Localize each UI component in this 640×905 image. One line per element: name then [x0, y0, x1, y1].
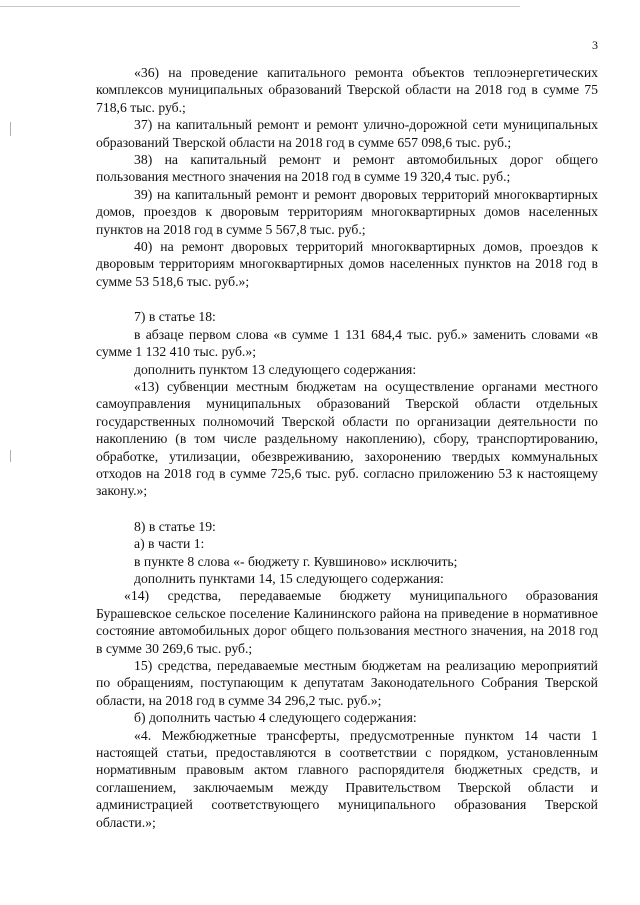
paragraph-item-39: 39) на капитальный ремонт и ремонт дворовых территорий многоквартирных домов, проездов к дворовым территориям многоквартирных домов населенных пунктов на 2018 год в сумме 5 567,8 тыс. руб.;	[96, 186, 598, 237]
paragraph-part-4: «4. Межбюджетные трансферты, предусмотренные пунктом 14 части 1 настоящей статьи, предоставляются в соответствии с порядком, установленным нормативным правовым актом главного распорядителя бюджетных средств, и соглашением, заключаемым между Правительством Тверской области и администрацией соответствующего муниципального образования Тверской области.»;	[96, 727, 598, 830]
paragraph-item-37: 37) на капитальный ремонт и ремонт улично-дорожной сети муниципальных образований Тверской области на 2018 год в сумме 657 098,6 тыс. руб.;	[96, 117, 598, 150]
paragraph-item-36: «36) на проведение капитального ремонта объектов теплоэнергетических комплексов муниципальных образований Тверской области на 2018 год в сумме 75 718,6 тыс. руб.;	[96, 65, 598, 115]
paragraph-gap	[96, 290, 598, 308]
paragraph-article-18-add-item: дополнить пунктом 13 следующего содержания:	[134, 361, 417, 377]
document-body	[96, 64, 598, 831]
paragraph-gap	[96, 500, 598, 518]
paragraph-article-18-heading: 7) в статье 18:	[134, 309, 216, 325]
scan-margin-mark	[10, 450, 11, 462]
paragraph-article-19-heading: 8) в статье 19:	[134, 518, 216, 534]
paragraph-item-13: «13) субвенции местным бюджетам на осуществление органами местного самоуправления муниципальных образований Тверской области отдельных государственных полномочий Тверской области по организации деятельности по накоплению (в том числе раздельному накоплению), сбору, транспортированию, обработке, утилизации, обезвреживанию, захоронению твердых коммунальных отходов на 2018 год в сумме 725,6 тыс. руб. согласно приложению 53 к настоящему закону.»;	[96, 378, 598, 499]
paragraph-item-40: 40) на ремонт дворовых территорий многоквартирных домов, проездов к дворовым территориям многоквартирных домов населенных пунктов на 2018 год в сумме 53 518,6 тыс. руб.»;	[96, 239, 598, 289]
paragraph-item-38: 38) на капитальный ремонт и ремонт автомобильных дорог общего пользования местного значения на 2018 год в сумме 19 320,4 тыс. руб.;	[96, 152, 598, 185]
paragraph-article-18-amount-change: в абзаце первом слова «в сумме 1 131 684,4 тыс. руб.» заменить словами «в сумме 1 132 410 тыс. руб.»;	[96, 326, 598, 360]
paragraph-part-a: а) в части 1:	[134, 536, 205, 552]
scan-top-rule	[0, 6, 520, 7]
page-number: 3	[592, 38, 598, 52]
scan-margin-mark	[10, 122, 11, 136]
paragraph-item-15: 15) средства, передаваемые местным бюджетам на реализацию мероприятий по обращениям, поступающим к депутатам Законодательного Собрания Тверской области, на 2018 год в сумме 34 296,2 тыс. руб.»;	[96, 658, 598, 708]
paragraph-item-14: «14) средства, передаваемые бюджету муниципального образования Бурашевское сельское поселение Калининского района на приведение в нормативное состояние автомобильных дорог общего пользования местного значения, на 2018 год в сумме 30 269,6 тыс. руб.;	[96, 588, 598, 656]
paragraph-part-b: б) дополнить частью 4 следующего содержания:	[134, 710, 417, 726]
paragraph-add-items-14-15: дополнить пунктами 14, 15 следующего содержания:	[134, 570, 444, 586]
paragraph-item-8-change: в пункте 8 слова «- бюджету г. Кувшиново» исключить;	[134, 553, 458, 569]
